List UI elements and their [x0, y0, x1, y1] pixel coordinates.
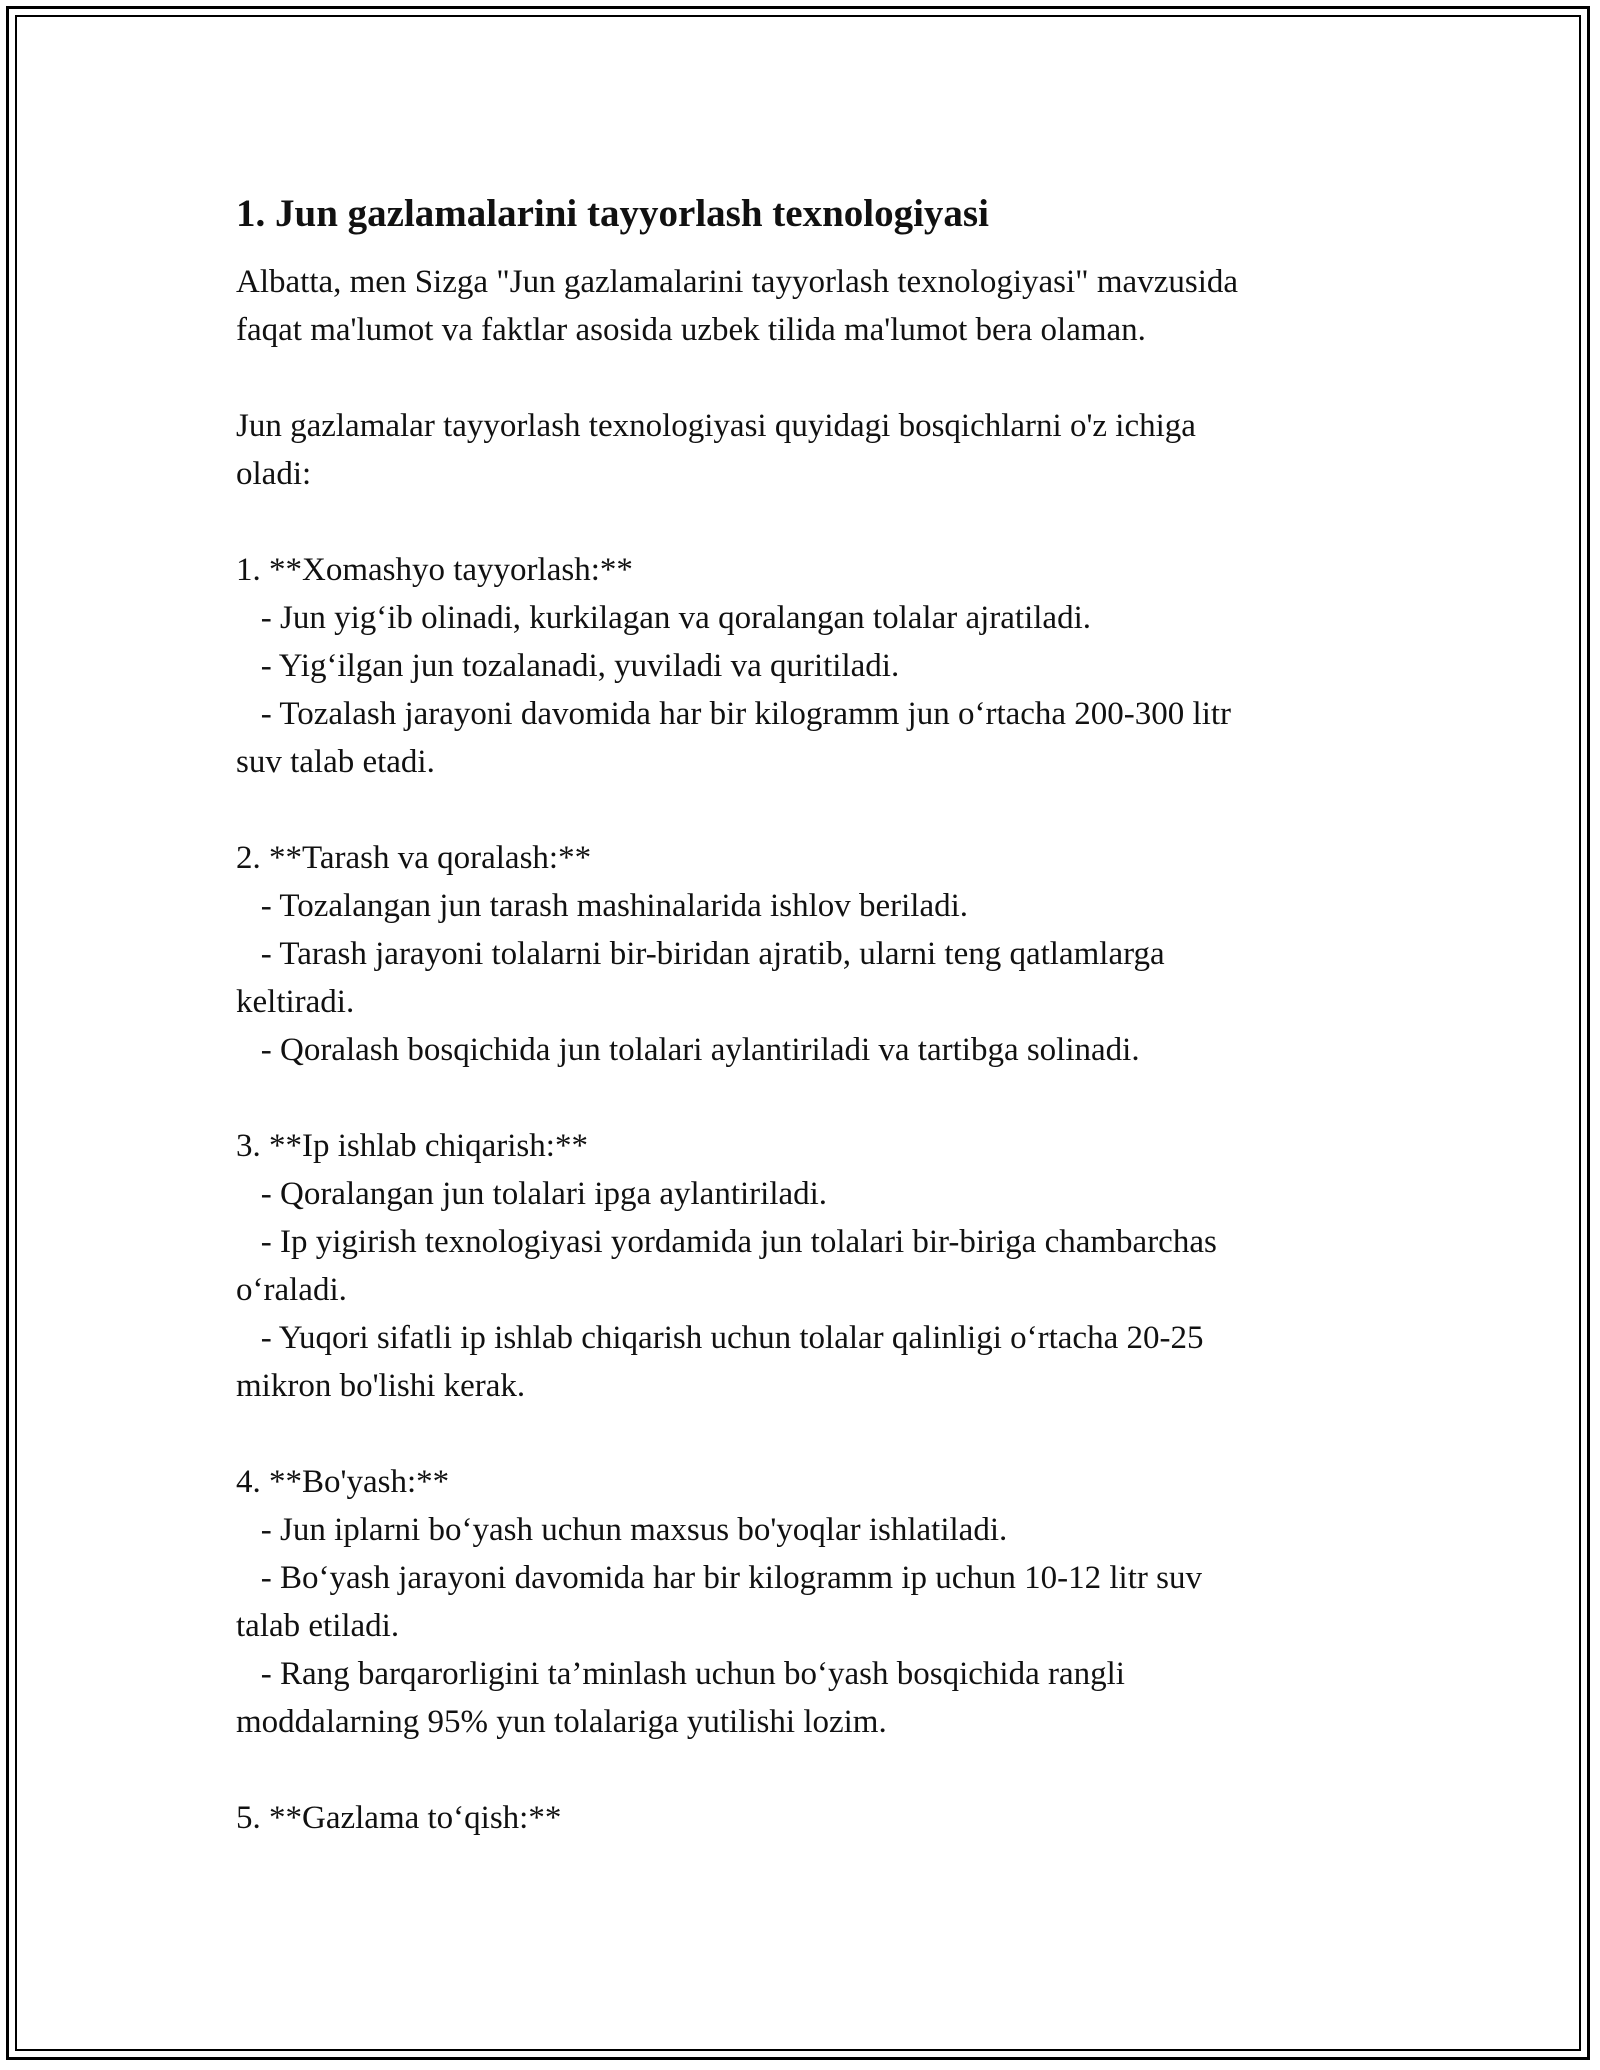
- section-line: moddalarning 95% yun tolalariga yutilishi lozim.: [236, 1704, 887, 1740]
- paragraph-gap: [236, 1074, 1376, 1122]
- lead-line: Jun gazlamalar tayyorlash texnologiyasi quyidagi bosqichlarni o'z ichiga: [236, 408, 1196, 444]
- section-line: - Tarash jarayoni tolalarni bir-biridan ajratib, ularni teng qatlamlarga: [236, 936, 1165, 972]
- section-heading: 4. **Bo'yash:**: [236, 1464, 450, 1500]
- section-3: [236, 1122, 1376, 1410]
- section-1: [236, 546, 1376, 786]
- section-heading: 5. **Gazlama to‘qish:**: [236, 1800, 562, 1836]
- section-line: - Bo‘yash jarayoni davomida har bir kilogramm ip uchun 10-12 litr suv: [236, 1560, 1202, 1596]
- section-line: - Ip yigirish texnologiyasi yordamida jun tolalari bir-biriga chambarchas: [236, 1224, 1217, 1260]
- section-5: [236, 1794, 1376, 1842]
- section-heading: 1. **Xomashyo tayyorlash:**: [236, 552, 633, 588]
- lead-line: oladi:: [236, 456, 312, 492]
- section-line: mikron bo'lishi kerak.: [236, 1368, 526, 1404]
- section-line: - Qoralash bosqichida jun tolalari aylantiriladi va tartibga solinadi.: [236, 1032, 1140, 1068]
- paragraph-gap: [236, 1746, 1376, 1794]
- document-title: 1. Jun gazlamalarini tayyorlash texnologiyasi: [236, 192, 989, 235]
- section-line: - Yuqori sifatli ip ishlab chiqarish uchun tolalar qalinligi o‘rtacha 20-25: [236, 1320, 1204, 1356]
- section-line: talab etiladi.: [236, 1608, 400, 1644]
- intro-line: faqat ma'lumot va faktlar asosida uzbek tilida ma'lumot bera olaman.: [236, 312, 1146, 348]
- section-line: keltiradi.: [236, 984, 355, 1020]
- section-line: - Qoralangan jun tolalari ipga aylantiriladi.: [236, 1176, 828, 1212]
- section-line: - Yig‘ilgan jun tozalanadi, yuviladi va quritiladi.: [236, 648, 900, 684]
- section-line: - Tozalash jarayoni davomida har bir kilogramm jun o‘rtacha 200-300 litr: [236, 696, 1232, 732]
- paragraph-gap: [236, 354, 1376, 402]
- paragraph-gap: [236, 498, 1376, 546]
- section-heading: 3. **Ip ishlab chiqarish:**: [236, 1128, 588, 1164]
- section-line: - Jun yig‘ib olinadi, kurkilagan va qoralangan tolalar ajratiladi.: [236, 600, 1091, 636]
- section-line: - Jun iplarni bo‘yash uchun maxsus bo'yoqlar ishlatiladi.: [236, 1512, 1008, 1548]
- section-heading: 2. **Tarash va qoralash:**: [236, 840, 592, 876]
- section-2: [236, 834, 1376, 1074]
- section-line: - Tozalangan jun tarash mashinalarida ishlov beriladi.: [236, 888, 969, 924]
- section-line: suv talab etadi.: [236, 744, 435, 780]
- intro-line: Albatta, men Sizga "Jun gazlamalarini tayyorlash texnologiyasi" mavzusida: [236, 264, 1239, 300]
- paragraph-gap: [236, 786, 1376, 834]
- section-4: [236, 1458, 1376, 1746]
- paragraph-gap: [236, 1410, 1376, 1458]
- section-line: o‘raladi.: [236, 1272, 347, 1308]
- document-body: [236, 190, 1376, 1842]
- section-line: - Rang barqarorligini ta’minlash uchun bo‘yash bosqichida rangli: [236, 1656, 1125, 1692]
